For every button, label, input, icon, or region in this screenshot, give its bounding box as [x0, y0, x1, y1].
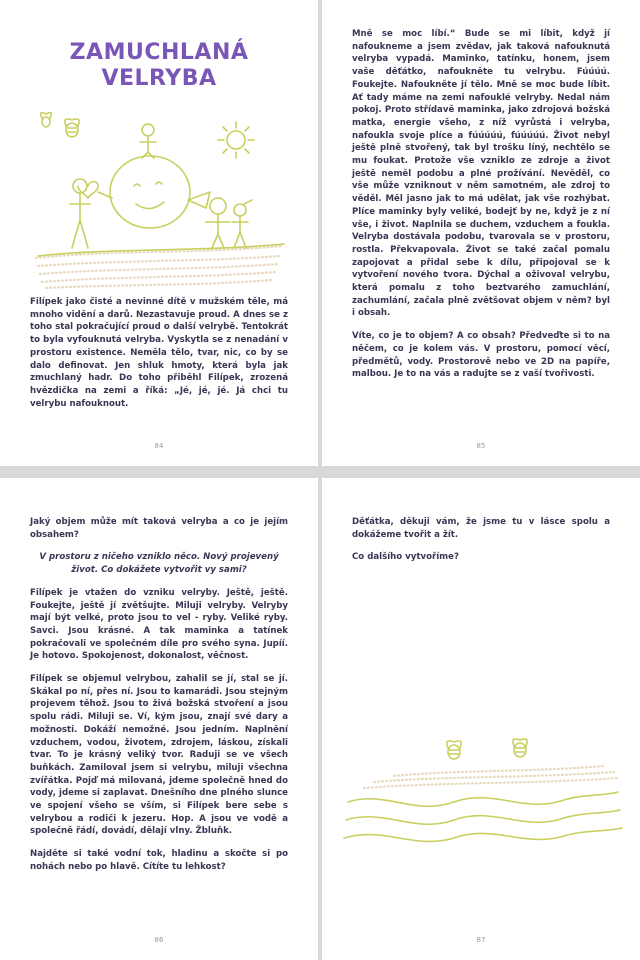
page-number: 85: [476, 442, 486, 450]
italic-quote: V prostoru z ničeho vzniklo něco. Nový projevený život. Co dokážete vytvořit vy sami?: [39, 552, 279, 576]
paragraph: Filípek je vtažen do vzniku velryby. Ještě, ještě. Foukejte, ještě jí zvětšujte. Miluji velryby. Velryby mají být velké, proto jsou to vel - ryby. Veliké ryby. Savci. Jsou krásné. A tak maminka a tatínek pokračovali ve společném díle pro svého syna. Jupíí. Je hotovo. Spokojenost, dokonalost, věčnost.: [30, 587, 288, 662]
page-86: [0, 478, 318, 960]
page-84-text: [30, 296, 288, 420]
page-85-text: [352, 28, 610, 391]
page-number: 84: [154, 442, 164, 450]
whale-drawing-illustration: [28, 108, 290, 294]
title-line-2: VELRYBA: [101, 66, 217, 91]
page-87-text: [352, 516, 610, 574]
paragraph: Děťátka, děkuji vám, že jsme tu v lásce spolu a dokážeme tvořit a žít.: [352, 517, 610, 540]
page-87: [322, 478, 640, 960]
page-86-text: [30, 516, 288, 884]
page-85: [322, 0, 640, 466]
top-spread: [0, 0, 640, 466]
waves-and-bees-illustration: [334, 736, 628, 856]
paragraph: Filípek se objemul velrybou, zahalil se jí, stal se jí. Skákal po ní, přes ní. Jsou to kamarádi. Jsou stejným projevem těhož. Jsou to živá božská stvoření a jsou spolu rádi. Miluji se. Ví, kým jsou, znají své dary a možnosti. Dokáží nemožné. Jsou jedním. Naplnění vzduchem, vodou, životem, zdrojem, láskou, získali tvar. To je krásný veliký tvor. Raduji se ve všech buňkách. Zamiloval jsem si velrybu, miluji všechna zvířátka. Pojď má milovaná, jdeme společně hned do vody, jdeme si zaplavat. Dnešního dne plného slunce ve spojení všeho se vším, si Filípek bere sebe s velrybou a rodiči k jezeru. Hop. A jsou ve vodě a společně řádí, dovádí, dělají vlny. Žbluňk.: [30, 674, 288, 837]
paragraph: Najděte si také vodní tok, hladinu a skočte si po nohách nebo po hlavě. Cítíte tu lehkost?: [30, 849, 288, 872]
chapter-title: [0, 40, 318, 92]
paragraph: Mně se moc líbí.“ Bude se mi líbit, když jí nafoukneme a jsem zvědav, jak taková nafouknutá velryba vypadá. Maminko, tatínku, honem, jsem vaše děťátko, nafoukněte tu velrybu. Fúúúú. Foukejte. Nafoukněte jí tělo. Mně se moc bude líbit. Ať tady máme na zemi nafouklé velryby. Nedal nám pokoj. Proto střídavě maminka, jako zdrojová božská matka, energie všeho, z níž vyrůstá i velryba, nafoukla svoje plíce a fúúúúú, fúúúúú. Život nebyl ještě plně stvořený, tak byl trošku líný, nechtělo se mu foukat. Protože vše vzniklo ze zdroje a život ještě neměl podobu a plné prožívání. Nevěděl, co vše může vzniknout v něm samotném, ale zdroj to věděl. Měl jasno jak to má udělat, jak vše rozhýbat. Plíce maminky byly veliké, bodejť by ne, když je z ní vše, i život. Naplnila se duchem, vzduchem a foukla. Velryba dostávala podobu, tvarovala se v prostoru, rostla. Překvapovala. Život se také začal pomalu zapojovat a přidal sebe k dílu, připojoval se k vytvoření nového tvora. Dýchal a oživoval velrybu, která pomalu z toho beztvarého zamuchlání, zachumlání, začala plně zvětšovat objem v něm? byl i obsah.: [352, 29, 610, 319]
page-84: [0, 0, 318, 466]
paragraph: Filípek jako čisté a nevinné dítě v mužském těle, má mnoho vidění a darů. Nezastavuje proud. A dnes se z toho stal pokračující proud o další velrybě. Tentokrát to byla vyfouknutá velryba. Vyskytla se z nenadání v prostoru existence. Neměla tělo, tvar, nic, co by se dalo definovat. Jen shluk hmoty, která byla jak zmuchlaný hadr. Do toho přiběhl Filípek, zrozená hvězdička na zemi a říká: „Jé, jé, jé. Já chci tu velrybu nafouknout.: [30, 297, 288, 409]
paragraph: Co dalšího vytvoříme?: [352, 552, 459, 563]
question: Jaký objem může mít taková velryba a co je jejím obsahem?: [30, 517, 288, 540]
page-number: 86: [154, 936, 164, 944]
paragraph: Víte, co je to objem? A co obsah? Předveďte si to na něčem, co je kolem vás. V prostoru, pomocí věcí, předmětů, vody. Prostorově nebo ve 2D na papíře, malbou. Je to na vás a radujte se z vaší tvořivosti.: [352, 331, 610, 380]
title-line-1: ZAMUCHLANÁ: [69, 40, 249, 65]
page-number: 87: [476, 936, 486, 944]
bottom-spread: [0, 478, 640, 960]
